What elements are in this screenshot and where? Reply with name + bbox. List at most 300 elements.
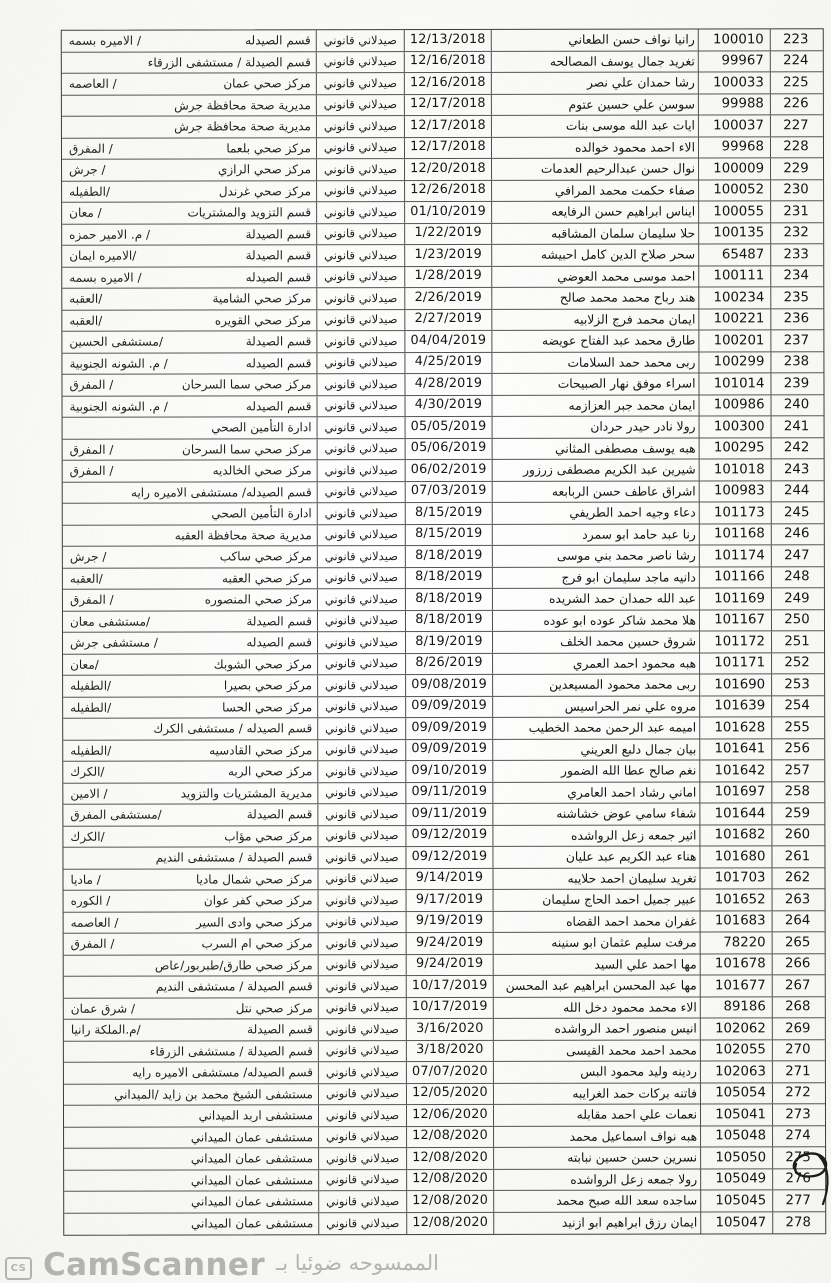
- job-title-cell: صيدلاني قانوني: [317, 52, 405, 73]
- name-cell: نغم صالح عطا الله الضمور: [493, 760, 700, 781]
- table-row: [63, 631, 824, 654]
- date-cell: 04/04/2019: [405, 331, 492, 352]
- id-number-cell: 105047: [701, 1212, 773, 1234]
- job-title-cell: صيدلاني قانوني: [319, 912, 407, 933]
- camscanner-brand-text: CamScanner: [43, 1247, 266, 1283]
- name-cell: ردينه وليد محمود البس: [494, 1061, 701, 1082]
- serial-number-cell: 236: [783, 311, 810, 327]
- date-cell: 09/12/2019: [406, 825, 493, 846]
- location-text: / م. الشونه الجنوبية: [69, 399, 168, 414]
- serial-number-cell: 243: [783, 461, 810, 477]
- table-row: [62, 244, 823, 267]
- workplace-cell: [63, 503, 318, 524]
- workplace-cell: [63, 482, 318, 503]
- id-number-cell: 99988: [699, 94, 771, 115]
- workplace-cell: [63, 525, 318, 546]
- records-table: [61, 28, 827, 1236]
- name-cell: تغريد سليمان احمد حلايبه: [493, 868, 700, 889]
- job-title-cell: صيدلاني قانوني: [318, 869, 406, 890]
- name-cell: ربى محمد حمد السلامات: [492, 352, 699, 373]
- workplace-cell: [62, 202, 317, 223]
- job-title-cell: صيدلاني قانوني: [318, 589, 406, 610]
- job-title-cell: صيدلاني قانوني: [317, 95, 405, 116]
- workplace-cell: [63, 460, 318, 481]
- id-number-cell: 100201: [699, 330, 771, 351]
- workplace-text: مركز صحي الخالديه: [212, 463, 312, 478]
- job-title-cell: صيدلاني قانوني: [317, 116, 405, 137]
- date-cell: 4/30/2019: [406, 395, 493, 416]
- workplace-cell: [62, 181, 317, 202]
- location-text: / جرش: [69, 162, 106, 178]
- workplace-cell: [63, 718, 318, 739]
- job-title-cell: صيدلاني قانوني: [318, 654, 406, 675]
- name-cell: بيان جمال دلبع العريني: [493, 739, 700, 760]
- table-row: [63, 825, 824, 848]
- name-cell: الاء احمد محمود خوالده: [492, 137, 699, 158]
- workplace-cell: [64, 955, 319, 976]
- id-number-cell: 105045: [701, 1190, 773, 1211]
- serial-number-cell: 231: [783, 203, 809, 219]
- date-cell: 3/18/2020: [407, 1040, 494, 1061]
- location-text: /معان: [70, 657, 99, 672]
- workplace-cell: [64, 1084, 319, 1105]
- serial-number-cell: 269: [785, 1020, 811, 1036]
- id-number-cell: 99968: [699, 137, 771, 158]
- location-text: / م. الامير حمزه: [69, 227, 151, 242]
- table-row: [63, 739, 824, 762]
- workplace-text: مركز صحي غرندل: [218, 184, 312, 199]
- workplace-cell: [64, 912, 319, 933]
- id-number-cell: 101642: [700, 760, 772, 781]
- workplace-text: مركز صحي كفر عوان: [203, 893, 313, 908]
- job-title-cell: صيدلاني قانوني: [317, 288, 405, 309]
- date-cell: 12/08/2020: [407, 1148, 494, 1169]
- job-title-cell: صيدلاني قانوني: [319, 933, 407, 954]
- location-text: /م.الملكة رانيا: [70, 1022, 141, 1038]
- table-row: [63, 416, 824, 439]
- workplace-text: قسم الصيدله/ مستشفى الاميره رايه: [130, 485, 312, 500]
- job-title-cell: صيدلاني قانوني: [317, 159, 405, 180]
- serial-number-cell: 248: [784, 569, 810, 585]
- table-row: [63, 588, 824, 611]
- name-cell: سوسن علي حسين عتوم: [492, 94, 699, 115]
- camscanner-cs-badge-icon: CS: [5, 1257, 32, 1280]
- date-cell: 05/06/2019: [406, 438, 493, 459]
- name-cell: رانيا نواف حسن الطعاني: [492, 29, 699, 50]
- date-cell: 10/17/2019: [407, 997, 494, 1018]
- workplace-text: مركز صحي عمان: [223, 76, 311, 91]
- location-text: /مستشفى المفرق: [70, 807, 162, 823]
- job-title-cell: صيدلاني قانوني: [317, 73, 405, 94]
- serial-number-cell: 252: [784, 655, 810, 671]
- id-number-cell: 100111: [699, 266, 771, 287]
- id-number-cell: 100300: [700, 416, 772, 437]
- workplace-cell: [62, 245, 317, 266]
- workplace-cell: [63, 740, 318, 761]
- workplace-text: ادارة التأمين الصحي: [211, 506, 312, 521]
- table-row: [63, 481, 824, 504]
- workplace-text: مركز صحي شمال ماديا: [195, 872, 313, 887]
- location-text: /الطفيله: [69, 184, 111, 199]
- job-title-cell: صيدلاني قانوني: [318, 632, 406, 653]
- table-row: [62, 180, 823, 203]
- serial-number-cell: 266: [784, 956, 811, 972]
- workplace-cell: [63, 417, 318, 438]
- workplace-cell: [62, 310, 317, 331]
- date-cell: 12/06/2020: [407, 1105, 494, 1126]
- name-cell: شروق حسين محمد الخلف: [493, 631, 700, 652]
- job-title-cell: صيدلاني قانوني: [318, 396, 406, 417]
- location-text: / جرش: [69, 549, 107, 565]
- id-number-cell: 101018: [700, 459, 772, 480]
- date-cell: 9/24/2019: [407, 933, 494, 954]
- id-number-cell: 100986: [700, 395, 772, 416]
- table-row: [64, 1190, 825, 1213]
- job-title-cell: صيدلاني قانوني: [319, 1084, 407, 1105]
- workplace-text: قسم التزويد والمشتريات: [187, 205, 312, 220]
- id-number-cell: 105041: [701, 1104, 773, 1125]
- id-number-cell: 99967: [699, 51, 771, 72]
- serial-number-cell: 233: [783, 246, 809, 262]
- name-cell: هند رباح محمد محمد صالح: [492, 287, 699, 308]
- table-row: [64, 1083, 825, 1106]
- serial-number-cell: 235: [783, 289, 810, 305]
- job-title-cell: صيدلاني قانوني: [318, 675, 406, 696]
- workplace-text: ادارة التأمين الصحي: [211, 420, 312, 435]
- id-number-cell: 100135: [699, 223, 771, 244]
- table-row: [62, 330, 823, 353]
- name-cell: دعاء وجيه احمد الطريفي: [493, 502, 700, 523]
- id-number-cell: 100221: [699, 309, 771, 330]
- job-title-cell: صيدلاني قانوني: [318, 417, 406, 438]
- serial-number-cell: 234: [783, 268, 809, 284]
- workplace-cell: [63, 632, 318, 653]
- date-cell: 1/22/2019: [405, 223, 492, 244]
- serial-number-cell: 257: [784, 762, 810, 778]
- serial-number-cell: 245: [784, 504, 810, 520]
- name-cell: غفران محمد احمد القضاه: [494, 911, 701, 932]
- date-cell: 05/05/2019: [406, 417, 493, 438]
- table-row: [64, 889, 825, 912]
- location-text: / شرق عمان: [70, 1001, 136, 1016]
- location-text: /الطفيله: [70, 700, 112, 715]
- id-number-cell: 102055: [701, 1040, 773, 1061]
- serial-number-cell: 253: [784, 676, 810, 692]
- workplace-text: مركز صحي الشامية: [212, 291, 312, 306]
- id-number-cell: 100055: [699, 201, 771, 222]
- table-row: [63, 674, 824, 697]
- workplace-cell: [62, 267, 317, 288]
- id-number-cell: 101014: [699, 373, 771, 394]
- date-cell: 12/05/2020: [407, 1083, 494, 1104]
- id-number-cell: 101690: [700, 674, 772, 695]
- location-text: / م. الشونه الجنوبية: [69, 356, 168, 371]
- location-text: /الطفيله: [70, 743, 112, 758]
- location-text: / معان: [69, 205, 102, 221]
- workplace-cell: [62, 73, 317, 94]
- id-number-cell: 101680: [700, 846, 772, 867]
- table-row: [64, 997, 825, 1020]
- job-title-cell: صيدلاني قانوني: [317, 267, 405, 288]
- job-title-cell: صيدلاني قانوني: [319, 998, 407, 1019]
- workplace-cell: [64, 1148, 319, 1169]
- workplace-cell: [64, 1019, 319, 1040]
- name-cell: محمد احمد محمد القيسى: [494, 1040, 701, 1061]
- serial-number-cell: 223: [783, 31, 809, 47]
- location-text: / المفرق: [68, 141, 113, 156]
- name-cell: شيرين عبد الكريم مصطفى زرزور: [493, 459, 700, 480]
- id-number-cell: 100010: [699, 29, 771, 50]
- location-text: /الاميره ايمان: [69, 248, 137, 264]
- workplace-text: قسم الصيدلة / مستشفى الزرقاء: [147, 55, 311, 70]
- serial-number-cell: 238: [783, 354, 810, 370]
- name-cell: فاتنه بركات حمد الغرايبه: [494, 1083, 701, 1104]
- workplace-cell: [64, 1170, 319, 1191]
- serial-number-cell: 224: [783, 53, 809, 69]
- table-row: [62, 94, 823, 117]
- workplace-text: مستشفى عمان الميداني: [190, 1173, 314, 1188]
- workplace-cell: [62, 30, 317, 51]
- job-title-cell: صيدلاني قانوني: [319, 1191, 407, 1212]
- workplace-cell: [63, 654, 318, 675]
- workplace-cell: [64, 1041, 319, 1062]
- id-number-cell: 101697: [700, 782, 772, 803]
- table-row: [63, 502, 824, 525]
- id-number-cell: 100009: [699, 158, 771, 179]
- serial-number-cell: 228: [783, 139, 809, 155]
- date-cell: 9/14/2019: [406, 868, 493, 889]
- name-cell: رولا جمعه زعل الرواشده: [494, 1169, 701, 1190]
- job-title-cell: صيدلاني قانوني: [319, 1041, 407, 1062]
- table-row: [62, 352, 823, 375]
- job-title-cell: صيدلاني قانوني: [319, 1062, 407, 1083]
- serial-number-cell: 264: [784, 913, 811, 929]
- job-title-cell: صيدلاني قانوني: [319, 1105, 407, 1126]
- workplace-cell: [63, 869, 318, 890]
- table-row: [62, 29, 823, 52]
- serial-number-cell: 246: [784, 526, 810, 542]
- serial-number-cell: 255: [784, 719, 810, 735]
- table-row: [64, 1104, 825, 1127]
- table-row: [62, 223, 823, 246]
- job-title-cell: صيدلاني قانوني: [317, 30, 405, 51]
- serial-number-cell: 267: [785, 977, 811, 993]
- table-row: [62, 137, 823, 160]
- workplace-cell: [62, 353, 317, 374]
- id-number-cell: 101168: [700, 524, 772, 545]
- name-cell: انيس منصور احمد الرواشده: [494, 1018, 701, 1039]
- date-cell: 09/11/2019: [406, 782, 493, 803]
- job-title-cell: صيدلاني قانوني: [319, 1213, 407, 1235]
- date-cell: 8/18/2019: [406, 546, 493, 567]
- date-cell: 9/19/2019: [407, 911, 494, 932]
- job-title-cell: صيدلاني قانوني: [318, 439, 406, 460]
- date-cell: 3/16/2020: [407, 1019, 494, 1040]
- table-row: [63, 545, 824, 568]
- job-title-cell: صيدلاني قانوني: [317, 224, 405, 245]
- workplace-text: مركز صحي ام السرب: [201, 936, 313, 951]
- workplace-cell: [62, 374, 317, 395]
- name-cell: اشراق عاطف حسن الربابعه: [493, 481, 700, 502]
- date-cell: 12/17/2018: [405, 94, 492, 115]
- location-text: / المفرق: [69, 377, 114, 393]
- name-cell: رشا حمدان علي نصر: [492, 72, 699, 93]
- job-title-cell: صيدلاني قانوني: [317, 181, 405, 202]
- location-text: / ماديا: [70, 872, 101, 887]
- serial-number-cell: 237: [783, 332, 810, 348]
- workplace-cell: [62, 116, 317, 137]
- job-title-cell: صيدلاني قانوني: [318, 611, 406, 632]
- location-text: / المفرق: [69, 592, 114, 608]
- location-text: / الكوره: [70, 893, 111, 909]
- workplace-text: مستشفى اربد الميداني: [198, 1108, 314, 1123]
- name-cell: تغريد جمال يوسف المصالحه: [492, 51, 699, 72]
- job-title-cell: صيدلاني قانوني: [317, 138, 405, 159]
- workplace-text: قسم الصيدلة: [246, 614, 312, 629]
- serial-number-cell: 227: [783, 117, 809, 133]
- serial-number-cell: 265: [784, 934, 811, 950]
- date-cell: 12/08/2020: [407, 1169, 494, 1190]
- job-title-cell: صيدلاني قانوني: [318, 568, 406, 589]
- table-row: [64, 1147, 825, 1170]
- job-title-cell: صيدلاني قانوني: [317, 310, 405, 331]
- name-cell: طارق محمد عبد الفتاح عويضه: [492, 330, 699, 351]
- workplace-text: مركز صحي ساكب: [219, 549, 312, 564]
- table-row: [64, 954, 825, 977]
- id-number-cell: 101173: [700, 502, 772, 523]
- serial-number-cell: 232: [783, 225, 809, 241]
- job-title-cell: صيدلاني قانوني: [317, 374, 405, 395]
- location-text: /العقبه: [69, 313, 103, 328]
- name-cell: نعمات علي احمد مقابله: [494, 1104, 701, 1125]
- serial-number-cell: 276: [785, 1171, 811, 1187]
- job-title-cell: صيدلاني قانوني: [318, 718, 406, 739]
- location-text: / العاصمه: [68, 76, 117, 92]
- workplace-cell: [64, 1127, 319, 1148]
- date-cell: 2/26/2019: [405, 288, 492, 309]
- workplace-text: مركز صحي الربه: [227, 764, 313, 779]
- date-cell: 07/07/2020: [407, 1062, 494, 1083]
- workplace-cell: [63, 761, 318, 782]
- serial-number-cell: 270: [785, 1042, 811, 1058]
- id-number-cell: 89186: [701, 997, 773, 1018]
- id-number-cell: 101639: [700, 696, 772, 717]
- table-row: [62, 72, 823, 95]
- date-cell: 8/15/2019: [406, 503, 493, 524]
- workplace-text: قسم الصيدلة: [247, 1022, 313, 1037]
- id-number-cell: 101171: [700, 653, 772, 674]
- job-title-cell: صيدلاني قانوني: [317, 331, 405, 352]
- date-cell: 12/17/2018: [405, 137, 492, 158]
- serial-number-cell: 230: [783, 182, 809, 198]
- location-text: /الكرك: [70, 764, 105, 780]
- date-cell: 8/15/2019: [406, 524, 493, 545]
- serial-number-cell: 278: [785, 1214, 811, 1230]
- location-text: /العقبه: [69, 291, 103, 307]
- job-title-cell: صيدلاني قانوني: [319, 1148, 407, 1169]
- id-number-cell: 101652: [701, 889, 773, 910]
- location-text: /العقبه: [69, 571, 103, 586]
- name-cell: مها احمد علي السيد: [494, 954, 701, 975]
- workplace-cell: [62, 288, 317, 309]
- job-title-cell: صيدلاني قانوني: [318, 525, 406, 546]
- date-cell: 8/18/2019: [406, 589, 493, 610]
- workplace-text: قسم الصيدلة / مستشفى النديم: [155, 979, 313, 994]
- location-text: / العاصمه: [70, 915, 119, 930]
- workplace-cell: [63, 396, 318, 417]
- serial-number-cell: 275: [785, 1149, 811, 1165]
- date-cell: 09/08/2019: [406, 675, 493, 696]
- workplace-text: قسم الصيدله: [246, 635, 313, 650]
- serial-number-cell: 260: [784, 827, 811, 843]
- name-cell: الاء محمد محمود دخل الله: [494, 997, 701, 1018]
- id-number-cell: 101167: [700, 610, 772, 631]
- job-title-cell: صيدلاني قانوني: [317, 245, 405, 266]
- id-number-cell: 101166: [700, 567, 772, 588]
- workplace-text: مركز صحي الحسا: [222, 700, 313, 715]
- name-cell: احمد موسى محمد العوضي: [492, 266, 699, 287]
- date-cell: 09/10/2019: [406, 761, 493, 782]
- serial-number-cell: 226: [783, 96, 809, 112]
- date-cell: 12/20/2018: [405, 159, 492, 180]
- date-cell: 2/27/2019: [405, 309, 492, 330]
- date-cell: 07/03/2019: [406, 481, 493, 502]
- workplace-text: مديرية صحة محافظة العقبه: [174, 528, 312, 543]
- name-cell: ايمان رزق ابراهيم ابو ازنيد: [494, 1212, 701, 1234]
- table-row: [63, 524, 824, 547]
- job-title-cell: صيدلاني قانوني: [318, 761, 406, 782]
- workplace-text: مركز صحي الشوبك: [213, 657, 313, 672]
- date-cell: 12/26/2018: [405, 180, 492, 201]
- serial-number-cell: 249: [784, 590, 810, 606]
- id-number-cell: 101703: [700, 868, 772, 889]
- id-number-cell: 105048: [701, 1126, 773, 1147]
- job-title-cell: صيدلاني قانوني: [318, 804, 406, 825]
- workplace-cell: [63, 546, 318, 567]
- workplace-text: قسم الصيدلة: [245, 334, 312, 349]
- table-row: [63, 395, 824, 418]
- name-cell: عبير جميل احمد الحاج سليمان: [494, 889, 701, 910]
- name-cell: هبه يوسف مصطفى المثاني: [493, 438, 700, 459]
- id-number-cell: 101174: [700, 545, 772, 566]
- serial-number-cell: 240: [783, 397, 810, 413]
- date-cell: 8/26/2019: [406, 653, 493, 674]
- id-number-cell: 105049: [701, 1169, 773, 1190]
- workplace-cell: [62, 159, 317, 180]
- workplace-text: مستشفى عمان الميداني: [190, 1194, 314, 1209]
- table-row: [64, 911, 825, 934]
- workplace-text: مركز صحي العقبه: [222, 571, 312, 586]
- name-cell: ايمان محمد جبر العزازمه: [493, 395, 700, 416]
- date-cell: 01/10/2019: [405, 202, 492, 223]
- id-number-cell: 65487: [699, 244, 771, 265]
- name-cell: هبه نواف اسماعيل محمد: [494, 1126, 701, 1147]
- id-number-cell: 101641: [700, 739, 772, 760]
- workplace-cell: [63, 783, 318, 804]
- job-title-cell: صيدلاني قانوني: [318, 697, 406, 718]
- workplace-text: قسم الصيدله: [245, 270, 312, 285]
- table-row: [63, 760, 824, 783]
- job-title-cell: صيدلاني قانوني: [318, 826, 406, 847]
- name-cell: هلا محمد شاكر عوده ابو عوده: [493, 610, 700, 631]
- table-row: [62, 201, 823, 224]
- workplace-text: قسم الصيدلة: [245, 227, 312, 242]
- table-row: [64, 932, 825, 955]
- workplace-text: قسم الصيدله/ مستشفى الاميره رايه: [132, 1065, 313, 1080]
- workplace-text: مستشفى عمان الميداني: [190, 1151, 314, 1166]
- name-cell: حلا سليمان سلمان المشاقبه: [492, 223, 699, 244]
- date-cell: 8/19/2019: [406, 632, 493, 653]
